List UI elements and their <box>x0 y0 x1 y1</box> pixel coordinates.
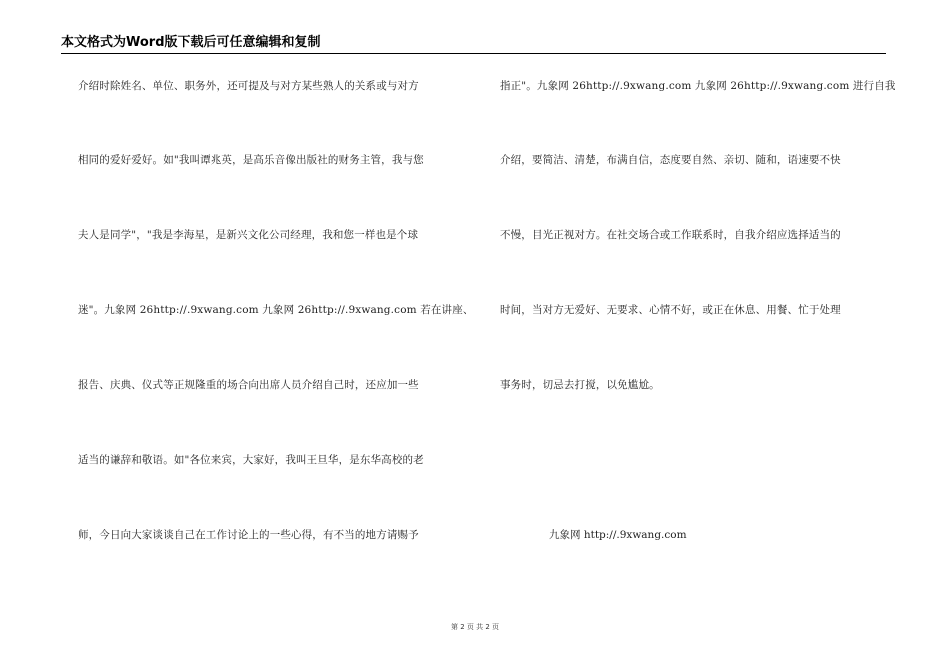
page-header <box>61 35 886 54</box>
left-line-2: 相同的爱好爱好。如"我叫谭兆英，是高乐音像出版社的财务主管，我与您 <box>78 154 424 166</box>
right-line-5: 事务时，切忌去打搅，以免尴尬。 <box>500 379 660 391</box>
left-line-4: 迷"。九象网 26http://.9xwang.com 九象网 26http://.9xwang.com 若在讲座、 <box>78 304 474 316</box>
left-line-7: 师，今日向大家谈谈自己在工作讨论上的一些心得，有不当的地方请赐予 <box>78 529 419 541</box>
left-line-5: 报告、庆典、仪式等正规隆重的场合向出席人员介绍自己时，还应加一些 <box>78 379 419 391</box>
left-line-6: 适当的谦辞和敬语。如"各位来宾，大家好，我叫王旦华，是东华高校的老 <box>78 454 424 466</box>
page-footer: 第 2 页 共 2 页 <box>450 623 500 631</box>
right-line-4: 时间，当对方无爱好、无要求、心情不好，或正在休息、用餐、忙于处理 <box>500 304 841 316</box>
right-line-1: 指正"。九象网 26http://.9xwang.com 九象网 26http://.9xwang.com 进行自我 <box>500 80 896 92</box>
right-line-3: 不慢，目光正视对方。在社交场合或工作联系时，自我介绍应选择适当的 <box>500 229 841 241</box>
left-line-3: 夫人是同学"，"我是李海星，是新兴文化公司经理，我和您一样也是个球 <box>78 229 419 241</box>
right-line-2: 介绍，要简洁、清楚，布满自信，态度要自然、亲切、随和，语速要不快 <box>500 154 841 166</box>
header-title: 本文格式为Word版下载后可任意编辑和复制 <box>61 35 321 50</box>
left-line-1: 介绍时除姓名、单位、职务外，还可提及与对方某些熟人的关系或与对方 <box>78 80 419 92</box>
source-note: 九象网 http://.9xwang.com <box>549 529 687 541</box>
